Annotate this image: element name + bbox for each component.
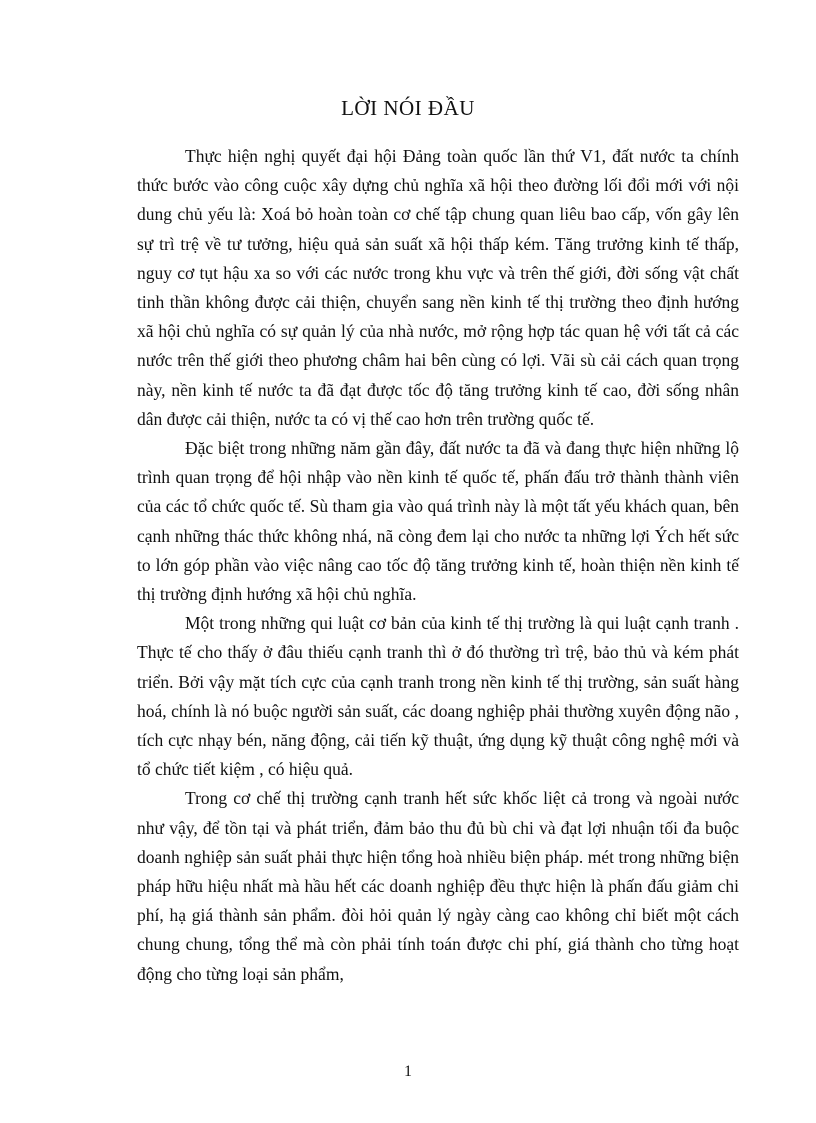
paragraph: Trong cơ chế thị trường cạnh tranh hết sức khốc liệt cả trong và ngoài nước như vậy, để tồn tại và phát triển, đảm bảo thu đủ bù chi và đạt lợi nhuận tối đa buộc doanh nghiệp sản suất phải thực hiện tổng hoà nhiều biện pháp. mét trong những biện pháp hữu hiệu nhất mà hầu hết các doanh nghiệp đều thực hiện là phấn đấu giảm chi phí, hạ giá thành sản phẩm. đòi hỏi quản lý ngày càng cao không chỉ biết một cách chung chung, tổng thể mà còn phải tính toán được chi phí, giá thành cho từng hoạt động cho từng loại sản phẩm, (137, 788, 739, 984)
paragraph: Một trong những qui luật cơ bản của kinh tế thị trường là qui luật cạnh tranh . Thực tế cho thấy ở đâu thiếu cạnh tranh thì ở đó thường trì trệ, bảo thủ và kém phát triển. Bởi vậy mặt tích cực của cạnh tranh trong nền kinh tế thị trường, sản suất hàng hoá, chính là nó buộc người sản suất, các doang nghiệp phải thường xuyên động não , tích cực nhạy bén, năng động, cải tiến kỹ thuật, ứng dụng kỹ thuật công nghệ mới và tổ chức tiết kiệm , có hiệu quả. (137, 613, 739, 780)
page-title: LỜI NÓI ĐẦU (341, 96, 475, 120)
paragraph: Thực hiện nghị quyết đại hội Đảng toàn quốc lần thứ V1, đất nước ta chính thức bước vào công cuộc xây dựng chủ nghĩa xã hội theo đường lối đổi mới với nội dung chủ yếu là: Xoá bỏ hoàn toàn cơ chế tập chung quan liêu bao cấp, vốn gây lên sự trì trệ về tư tưởng, hiệu quả sản suất xã hội thấp kém. Tăng trưởng kinh tế thấp, nguy cơ tụt hậu xa so với các nước trong khu vực và trên thế giới, đời sống vật chất tinh thần không được cải thiện, chuyển sang nền kinh tế thị trường theo định hướng xã hội chủ nghĩa có sự quản lý của nhà nước, mở rộng hợp tác quan hệ với tất cả các nước trên thế giới theo phương châm hai bên cùng có lợi. Vãi sù cải cách quan trọng này, nền kinh tế nước ta đã đạt được tốc độ tăng trưởng kinh tế cao, đời sống nhân dân được cải thiện, nước ta có vị thế cao hơn trên trường quốc tế. (137, 146, 739, 429)
document-body (137, 142, 739, 989)
paragraph: Đặc biệt trong những năm gần đây, đất nước ta đã và đang thực hiện những lộ trình quan trọng để hội nhập vào nền kinh tế quốc tế, phấn đấu trở thành thành viên của các tổ chức quốc tế. Sù tham gia vào quá trình này là một tất yếu khách quan, bên cạnh những thác thức không nhá, nã còng đem lại cho nước ta những lợi Ých hết sức to lớn góp phần vào việc nâng cao tốc độ tăng trưởng kinh tế, hoàn thiện nền kinh tế thị trường định hướng xã hội chủ nghĩa. (137, 438, 739, 605)
page-number: 1 (404, 1063, 412, 1080)
